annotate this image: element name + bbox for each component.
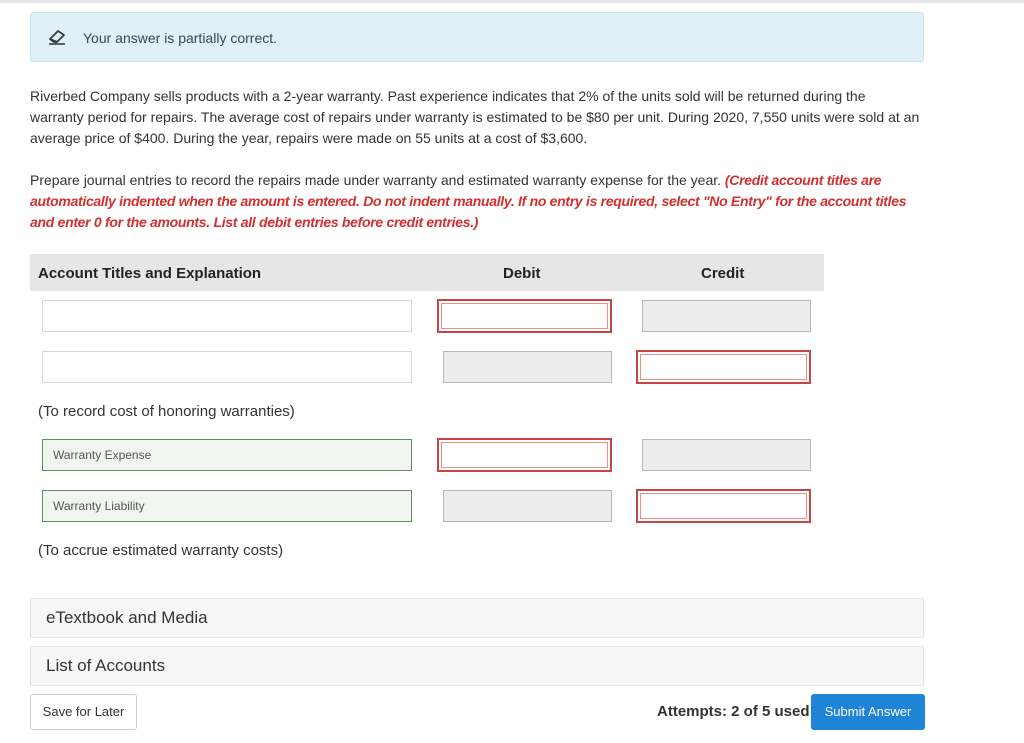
header-debit: Debit (503, 265, 541, 282)
entry1-row2-account-input[interactable] (42, 351, 412, 383)
entry2-row2-account-input[interactable]: Warranty Liability (42, 490, 412, 522)
entry1-row1-account-input[interactable] (42, 300, 412, 332)
entry1-row2-debit-input[interactable] (443, 351, 612, 383)
entry2-row2-credit-input[interactable] (636, 489, 811, 523)
instructions-lead: Prepare journal entries to record the repairs made under warranty and estimated warranty expense for the year. (30, 172, 722, 188)
entry2-explanation: (To accrue estimated warranty costs) (38, 542, 284, 559)
entry1-row1-credit-input[interactable] (642, 300, 811, 332)
question-instructions (30, 170, 920, 233)
entry2-row1-debit-input[interactable] (437, 438, 612, 472)
journal-table-header (30, 254, 824, 291)
entry1-row2-credit-input[interactable] (636, 350, 811, 384)
save-for-later-button[interactable]: Save for Later (30, 694, 137, 730)
question-paragraph: Riverbed Company sells products with a 2-year warranty. Past experience indicates that 2% of the units sold will be returned during the warranty period for repairs. The average cost of repairs under warranty is estimated to be $80 per unit. During 2020, 7,550 units were sold at an average price of $400. During the year, repairs were made on 55 units at a cost of $3,600. (30, 88, 920, 146)
feedback-message: Your answer is partially correct. (83, 30, 278, 46)
entry1-row1-debit-input[interactable] (437, 299, 612, 333)
submit-answer-button[interactable]: Submit Answer (811, 694, 925, 730)
attempts-counter: Attempts: 2 of 5 used (657, 703, 810, 720)
entry2-row1-credit-input[interactable] (642, 439, 811, 471)
feedback-banner (30, 12, 924, 62)
eraser-icon (47, 28, 67, 46)
header-account-titles: Account Titles and Explanation (38, 265, 262, 282)
entry1-explanation: (To record cost of honoring warranties) (38, 403, 295, 420)
header-credit: Credit (701, 265, 745, 282)
entry2-row2-debit-input[interactable] (443, 490, 612, 522)
entry2-row1-account-input[interactable]: Warranty Expense (42, 439, 412, 471)
etextbook-panel[interactable]: eTextbook and Media (30, 598, 924, 638)
instructions-detail: (Credit account titles are automatically indented when the amount is entered. Do not indent manually. If no entry is required, select "No Entry" for the account titles and enter 0 for the amounts. List all debit entries before credit entries.) (30, 172, 907, 230)
top-border (0, 0, 1024, 3)
list-of-accounts-panel[interactable]: List of Accounts (30, 646, 924, 686)
